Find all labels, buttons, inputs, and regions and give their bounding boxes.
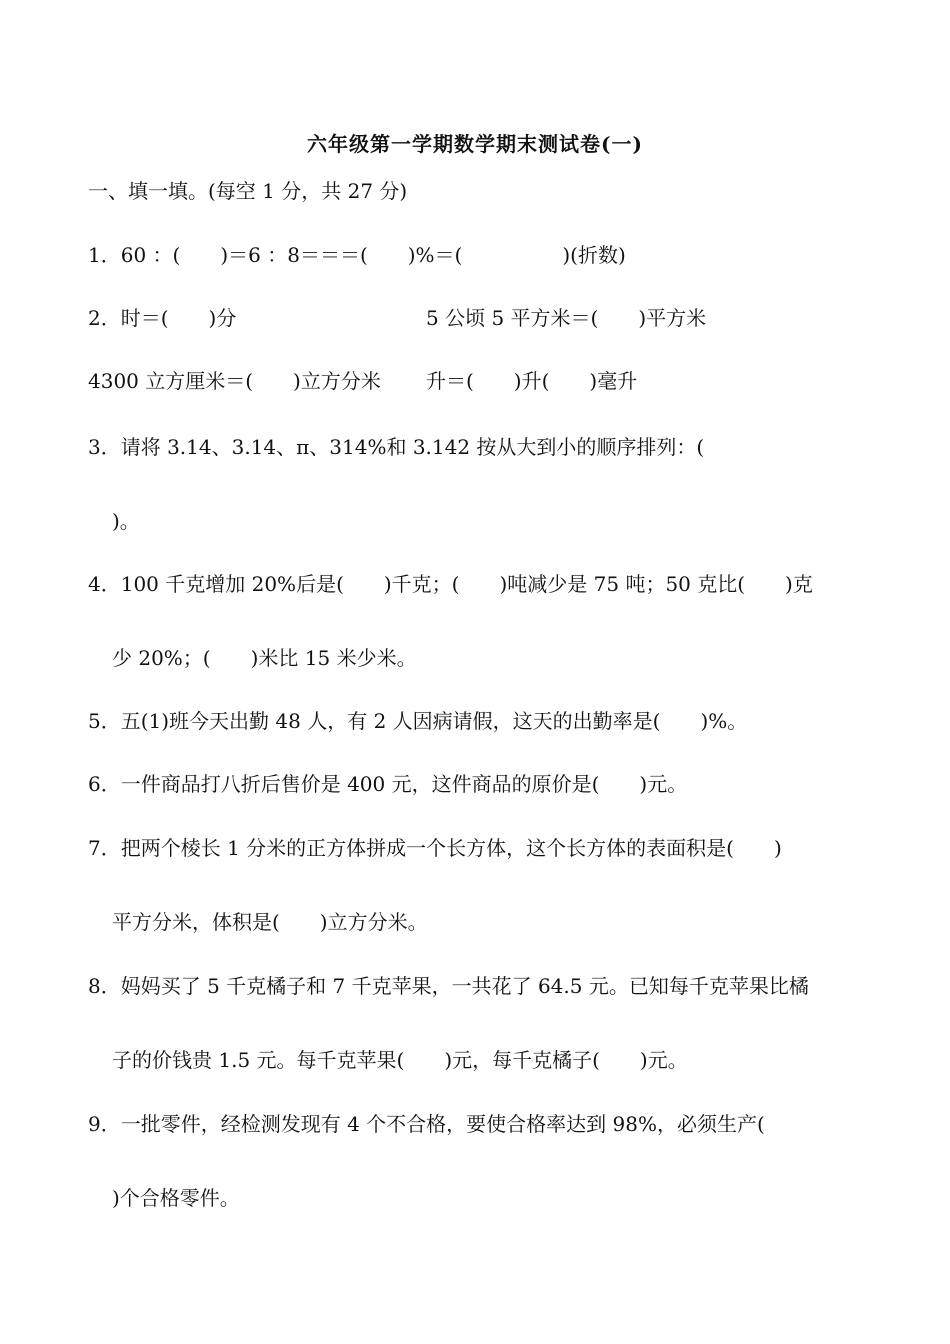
question-6: 6．一件商品打八折后售价是 400 元，这件商品的原价是( )元。 [88,772,688,796]
page-title: 六年级第一学期数学期末测试卷(一) [307,132,643,156]
question-7-line-2: 平方分米，体积是( )立方分米。 [112,910,428,934]
question-8-line-1: 8．妈妈买了 5 千克橘子和 7 千克苹果，一共花了 64.5 元。已知每千克苹果比橘 [88,974,809,998]
question-3-line-1: 3．请将 3.14、3.14、π、314%和 3.142 按从大到小的顺序排列：( [88,435,705,459]
question-4-line-1: 4．100 千克增加 20%后是( )千克；( )吨减少是 75 吨；50 克比( )克 [88,572,813,596]
question-2-part-d: 升＝( )升( )毫升 [426,369,638,393]
question-2-part-c: 4300 立方厘米＝( )立方分米 [88,369,381,393]
question-2-part-a: 2．时＝( )分 [88,306,237,330]
question-7-line-1: 7．把两个棱长 1 分米的正方体拼成一个长方体，这个长方体的表面积是( ) [88,836,782,860]
section-heading: 一、填一填。(每空 1 分，共 27 分) [88,179,408,203]
question-8-line-2: 子的价钱贵 1.5 元。每千克苹果( )元，每千克橘子( )元。 [112,1048,688,1072]
question-1: 1．60 ：( )＝6 ：8＝＝＝( )%＝( )(折数) [88,243,626,267]
question-5: 5．五(1)班今天出勤 48 人，有 2 人因病请假，这天的出勤率是( )%。 [88,709,748,733]
question-9-line-1: 9．一批零件，经检测发现有 4 个不合格，要使合格率达到 98%，必须生产( [88,1112,765,1136]
question-2-part-b: 5 公顷 5 平方米＝( )平方米 [426,306,707,330]
question-9-line-2: )个合格零件。 [112,1186,240,1210]
question-3-line-2: )。 [112,509,140,533]
question-4-line-2: 少 20%；( )米比 15 米少米。 [112,646,417,670]
